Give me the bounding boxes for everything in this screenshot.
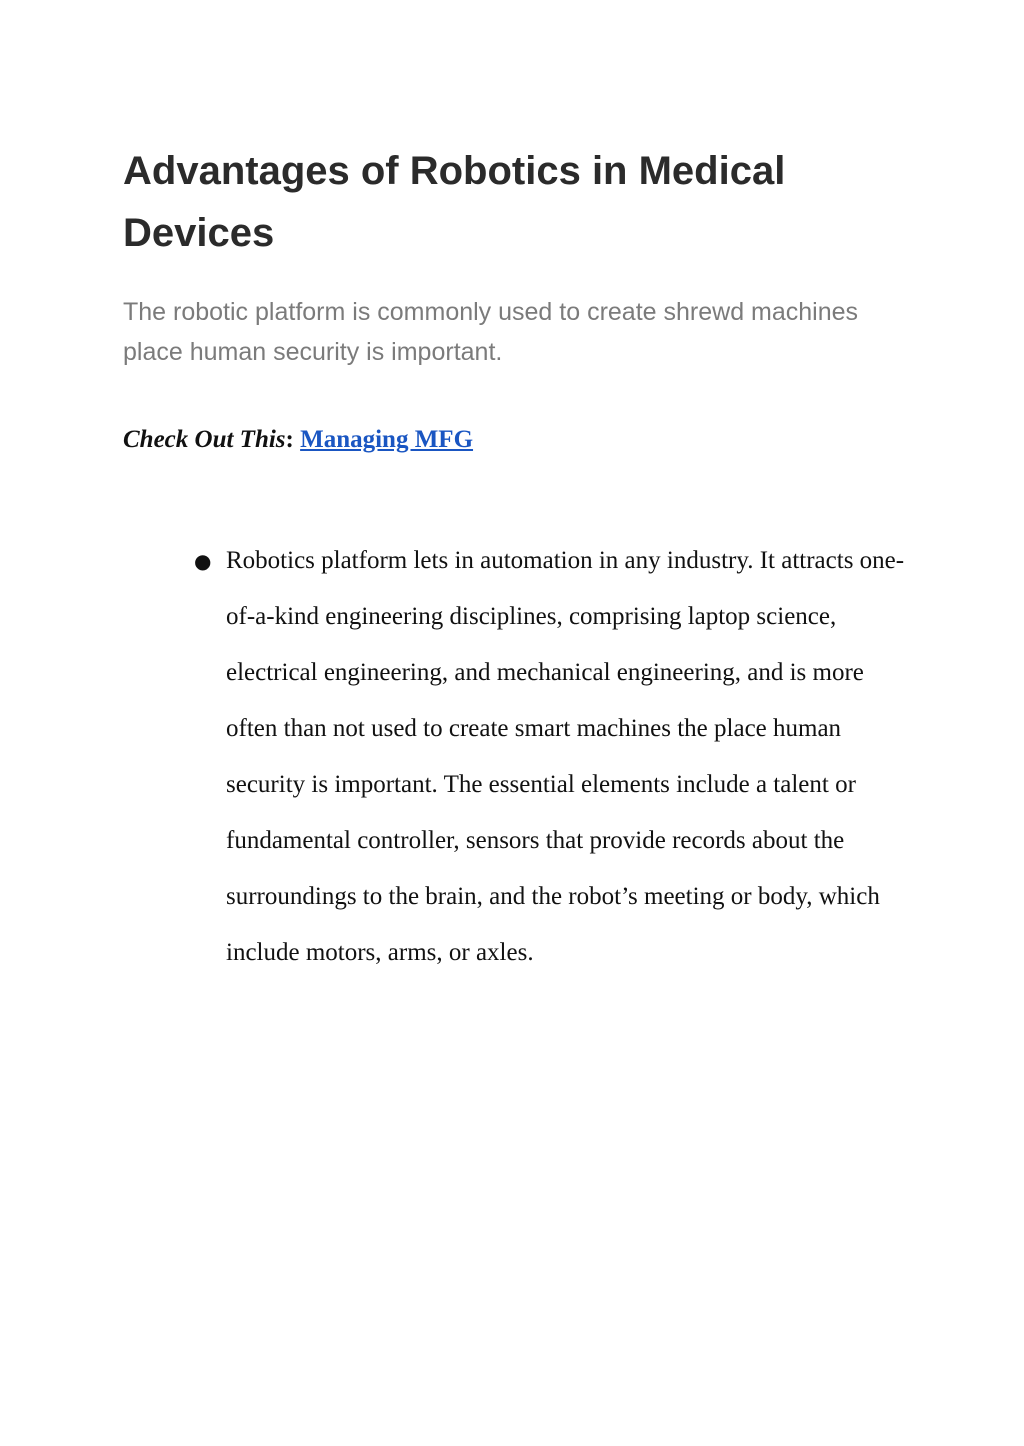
bullet-list xyxy=(190,533,920,981)
list-item xyxy=(190,533,920,981)
intro-paragraph: The robotic platform is commonly used to create shrewd machines place human security is important. xyxy=(123,298,859,366)
check-out-separator: : xyxy=(285,426,294,453)
page-title: Advantages of Robotics in Medical Devices xyxy=(123,149,786,255)
list-item-text: Robotics platform lets in automation in any industry. It attracts one-of-a-kind engineering disciplines, comprising laptop science, electrical engineering, and mechanical engineering, and is more often than not used to create smart machines the place human security is important. The essential elements include a talent or fundamental controller, sensors that provide records about the surroundings to the brain, and the robot’s meeting or body, which include motors, arms, or axles. xyxy=(226,547,905,966)
check-out-label: Check Out This xyxy=(123,426,286,453)
bullet-dot-icon: ● xyxy=(194,549,212,573)
check-out-line xyxy=(123,420,473,460)
managing-mfg-link[interactable]: Managing MFG xyxy=(300,426,474,453)
